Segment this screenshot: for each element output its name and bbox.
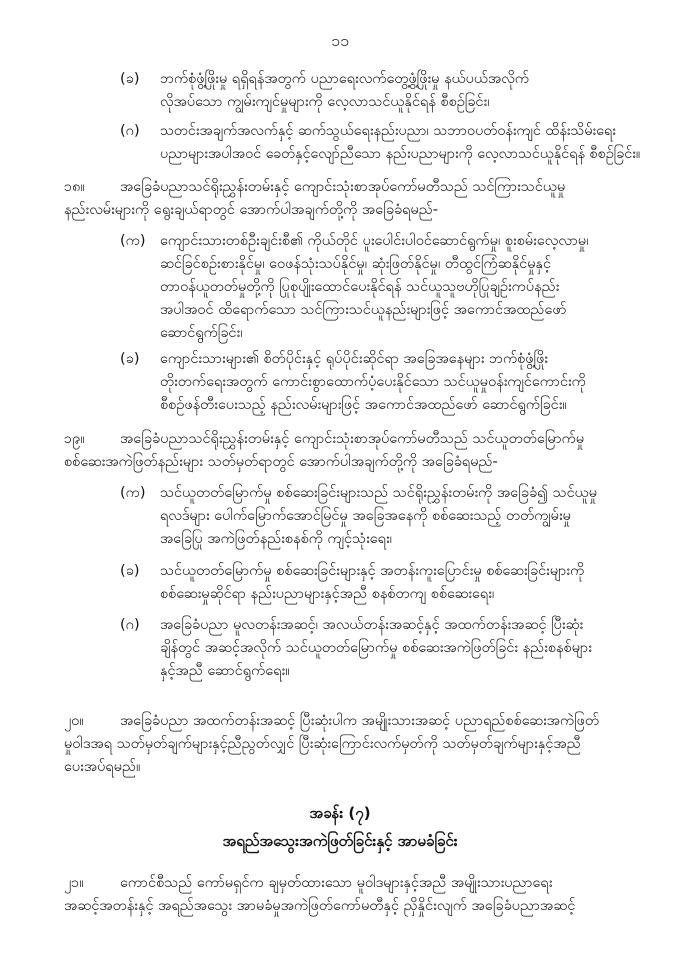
text-line: သတင်းအချက်အလက်နှင့် ဆက်သွယ်ရေးနည်းပညာ၊ သဘာဝပတ်ဝန်းကျင် ထိန်းသိမ်းရေး — [160, 123, 616, 139]
section-number: ၁၉။ — [64, 431, 85, 447]
text-line: စီစဉ်ဖန်တီးပေးသည့် နည်းလမ်းများဖြင့် အကောင်အထည်ဖော် ဆောင်ရွက်ခြင်း။ — [160, 397, 567, 413]
text-line: ချိန်တွင် အဆင့်အလိုက် သင်ယူတတ်မြောက်မှု စစ်ဆေးအကဲဖြတ်ခြင်း နည်းစနစ်များ — [160, 640, 592, 656]
text-line: ဘက်စုံဖွံ့ဖြိုးမှု ရရှိရန်အတွက် ပညာရေးလက်တွေ့ဖွံ့ဖြိုးမှု နယ်ပယ်အလိုက် — [160, 71, 530, 87]
section-number: ၂၀။ — [64, 713, 84, 729]
section-text — [64, 872, 575, 918]
text-line: မှုဝါဒအရ သတ်မှတ်ချက်များနှင့်ညီညွတ်လျှင် ပြီးဆုံးကြောင်းလက်မှတ်ကို သတ်မှတ်ချက်များနှင့်အညီ — [64, 736, 581, 752]
text-line: ဆင်ခြင်စဉ်းစားနိုင်မှု၊ ဝေဖန်သုံးသပ်နိုင်မှု၊ ဆုံးဖြတ်နိုင်မှု၊ တီထွင်ကြံဆနိုင်မှုနှင့် — [160, 256, 552, 272]
text-line: အပါအဝင် ထိရောက်သော သင်ကြားသင်ယူနည်းများဖြင့် အကောင်အထည်ဖော် — [160, 302, 567, 318]
text-line: သင်ယူတတ်မြောက်မှု စစ်ဆေးခြင်းများသည် သင်ရိုးညွှန်းတမ်းကို အခြေခံ၍ သင်ယူမှု — [160, 485, 598, 501]
section-text — [64, 176, 565, 222]
text-line: တိုးတက်ရေးအတွက် ကောင်းစွာထောက်ပံ့ပေးနိုင်သော သင်ယူမှုဝန်းကျင်ကောင်းကို — [160, 374, 586, 390]
item-label: (က) — [120, 233, 146, 249]
text-line: ရလဒ်များ ပေါက်မြောက်အောင်မြင်မှု အခြေအနေကို စစ်ဆေးသည့် တတ်ကျွမ်းမှု — [160, 508, 571, 524]
section-text — [64, 710, 599, 779]
text-line: အခြေခံပညာ အထက်တန်းအဆင့် ပြီးဆုံးပါက အမျိုးသားအဆင့် ပညာရည်စစ်ဆေးအကဲဖြတ် — [120, 713, 600, 729]
item-text — [160, 230, 588, 345]
text-line: အခြေခံပညာသင်ရိုးညွှန်းတမ်းနှင့် ကျောင်းသုံးစာအုပ်ကော်မတီသည် သင်ယူတတ်မြောက်မှု — [120, 431, 585, 447]
item-label: (ဂ) — [120, 123, 140, 139]
text-line: စစ်ဆေးမှုဆိုင်ရာ နည်းပညာများနှင့်အညီ စနစ်တကျ စစ်ဆေးရေး၊ — [160, 586, 495, 602]
section-number: ၁၈။ — [64, 179, 85, 195]
text-line: နှင့်အညီ ဆောင်ရွက်ရေး။ — [160, 663, 290, 679]
text-line: ကောင်စီသည် ကော်မရှင်က ချမှတ်ထားသော မူဝါဒများနှင့်အညီ အမျိုးသားပညာရေး — [120, 875, 553, 891]
text-line: လိုအပ်သော ကျွမ်းကျင်မှုများကို လေ့လာသင်ယူနိုင်ရန် စီစဉ်ခြင်း၊ — [160, 94, 490, 110]
text-line: အခြေပြု အကဲဖြတ်နည်းစနစ်ကို ကျင့်သုံးရေး၊ — [160, 531, 392, 547]
text-line: နည်းလမ်းများကို ရွေးချယ်ရာတွင် အောက်ပါအချက်တို့ကို အခြေခံရမည်- — [64, 202, 439, 218]
text-line: အခြေခံပညာ မူလတန်းအဆင့်၊ အလယ်တန်းအဆင့်နှင့် အထက်တန်းအဆင့် ပြီးဆုံး — [160, 617, 584, 633]
text-line: ဆောင်ရွက်ခြင်း၊ — [160, 325, 243, 341]
text-line: စစ်ဆေးအကဲဖြတ်နည်းများ သတ်မှတ်ရာတွင် အောက်ပါအချက်တို့ကို အခြေခံရမည်- — [64, 454, 498, 470]
chapter-title: အရည်အသွေးအကဲဖြတ်ခြင်းနှင့် အာမခံခြင်း — [222, 832, 458, 850]
item-text — [160, 614, 592, 683]
text-line: တာဝန်ယူတတ်မှုတို့ကို ပြုစုပျိုးထောင်ပေးနိုင်ရန် သင်ယူသူဗဟိုပြုချဉ်းကပ်နည်း — [160, 279, 560, 295]
item-text — [160, 348, 586, 417]
section-text — [64, 428, 584, 474]
item-text — [160, 120, 640, 166]
text-line: သင်ယူတတ်မြောက်မှု စစ်ဆေးခြင်းများနှင့် အတန်းကူးပြောင်းမှု စစ်ဆေးခြင်းများကို — [160, 563, 585, 579]
item-text — [160, 560, 584, 606]
item-text — [160, 482, 597, 551]
page-number: ၁၁ — [331, 31, 349, 50]
item-label: (က) — [120, 485, 146, 501]
text-line: ကျောင်းသားများ၏ စိတ်ပိုင်းနှင့် ရုပ်ပိုင်းဆိုင်ရာ အခြေအနေများ ဘက်စုံဖွံ့ဖြိုး — [160, 351, 548, 367]
text-line: အဆင့်အတန်းနှင့် အရည်အသွေး အာမခံမှုအကဲဖြတ်ကော်မတီနှင့် ညှိနှိုင်းလျက် အခြေခံပညာအဆင့် — [64, 898, 576, 914]
item-label: (ခ) — [120, 71, 140, 87]
text-line: ပညာများအပါအဝင် ခေတ်နှင့်လျော်ညီသော နည်းပညာများကို လေ့လာသင်ယူနိုင်ရန် စီစဉ်ခြင်း။ — [160, 146, 641, 162]
section-number: ၂၁။ — [64, 875, 84, 891]
item-label: (ဂ) — [120, 617, 140, 633]
item-label: (ခ) — [120, 563, 140, 579]
item-text — [160, 68, 529, 114]
text-line: အခြေခံပညာသင်ရိုးညွှန်းတမ်းနှင့် ကျောင်းသုံးစာအုပ်ကော်မတီသည် သင်ကြားသင်ယူမှု — [120, 179, 566, 195]
chapter-number: အခန်း (၇) — [309, 804, 371, 822]
text-line: ကျောင်းသားတစ်ဦးချင်းစီ၏ ကိုယ်တိုင် ပူးပေါင်းပါဝင်ဆောင်ရွက်မှု၊ စူးစမ်းလေ့လာမှု၊ — [160, 233, 589, 249]
text-line: ပေးအပ်ရမည်။ — [64, 759, 141, 775]
item-label: (ခ) — [120, 351, 140, 367]
